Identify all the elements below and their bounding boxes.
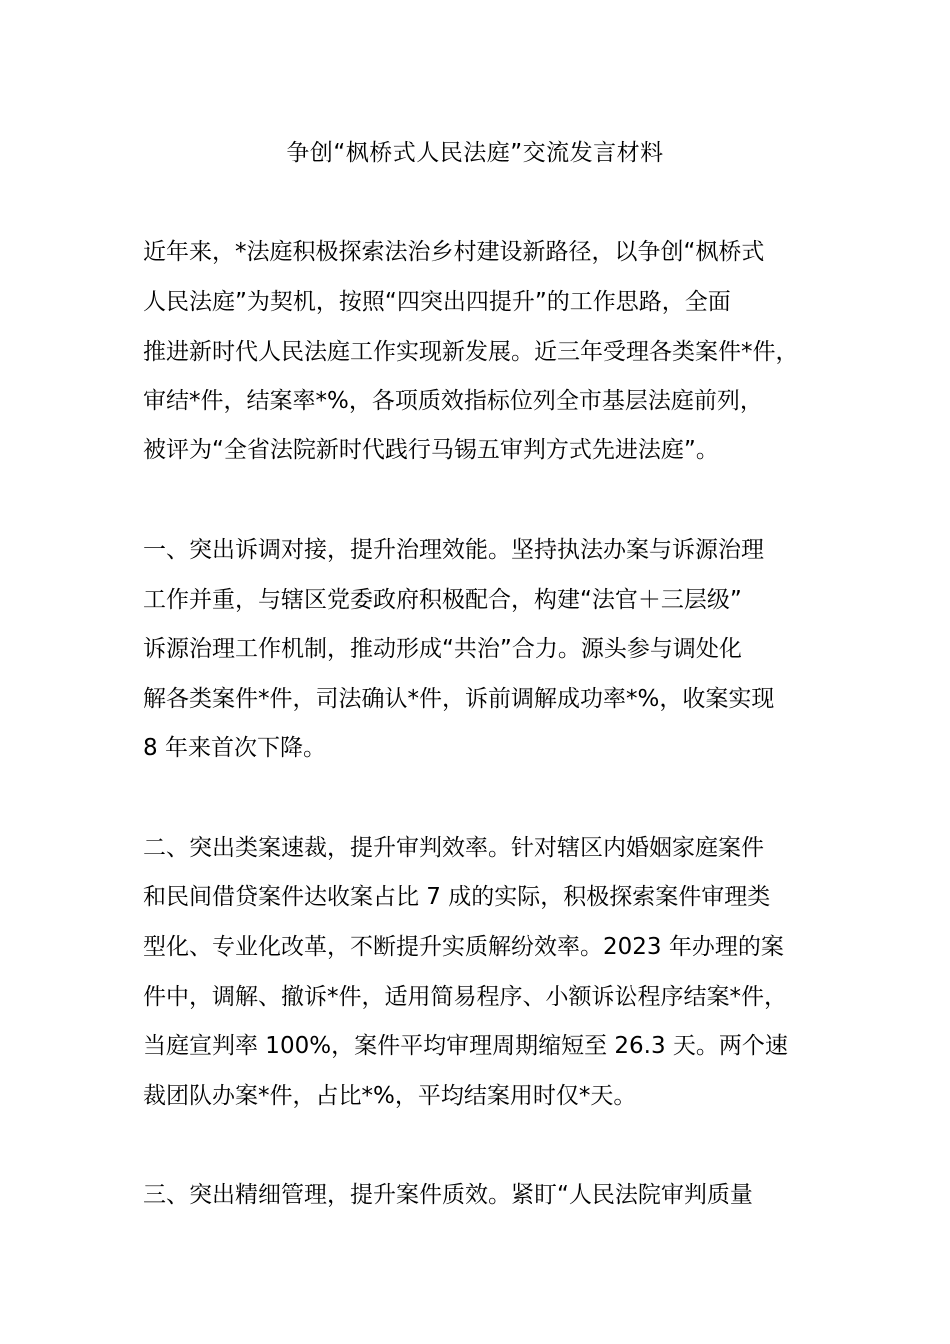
text-line: 当庭宣判率 100%，案件平均审理周期缩短至 26.3 天。两个速 [143, 1033, 788, 1059]
text-line: 件中，调解、撤诉*件，适用简易程序、小额诉讼程序结案*件， [143, 984, 787, 1010]
text-line: 型化、专业化改革，不断提升实质解纷效率。2023 年办理的案 [143, 934, 784, 960]
text-line: 一、突出诉调对接，提升治理效能。坚持执法办案与诉源治理 [143, 537, 764, 563]
text-line: 和民间借贷案件达收案占比 7 成的实际，积极探索案件审理类 [143, 884, 771, 910]
text-line: 诉源治理工作机制，推动形成“共治”合力。源头参与调处化 [143, 636, 742, 662]
text-line: 推进新时代人民法庭工作实现新发展。近三年受理各类案件*件， [143, 339, 799, 365]
text-line: 8 年来首次下降。 [143, 735, 326, 761]
document-title: 争创“枫桥式人民法庭”交流发言材料 [286, 140, 664, 166]
text-line: 工作并重，与辖区党委政府积极配合，构建“法官＋三层级” [143, 587, 742, 613]
text-line: 被评为“全省法院新时代践行马锡五审判方式先进法庭”。 [143, 437, 719, 463]
text-line: 解各类案件*件，司法确认*件，诉前调解成功率*%，收案实现 [143, 686, 775, 712]
text-line: 三、突出精细管理，提升案件质效。紧盯“人民法院审判质量 [143, 1182, 753, 1208]
text-line: 裁团队办案*件，占比*%，平均结案用时仅*天。 [143, 1083, 637, 1109]
text-line: 近年来，*法庭积极探索法治乡村建设新路径，以争创“枫桥式 [143, 239, 765, 265]
text-line: 审结*件，结案率*%，各项质效指标位列全市基层法庭前列， [143, 388, 763, 414]
text-line: 二、突出类案速裁，提升审判效率。针对辖区内婚姻家庭案件 [143, 835, 764, 861]
text-line: 人民法庭”为契机，按照“四突出四提升”的工作思路，全面 [143, 289, 731, 315]
